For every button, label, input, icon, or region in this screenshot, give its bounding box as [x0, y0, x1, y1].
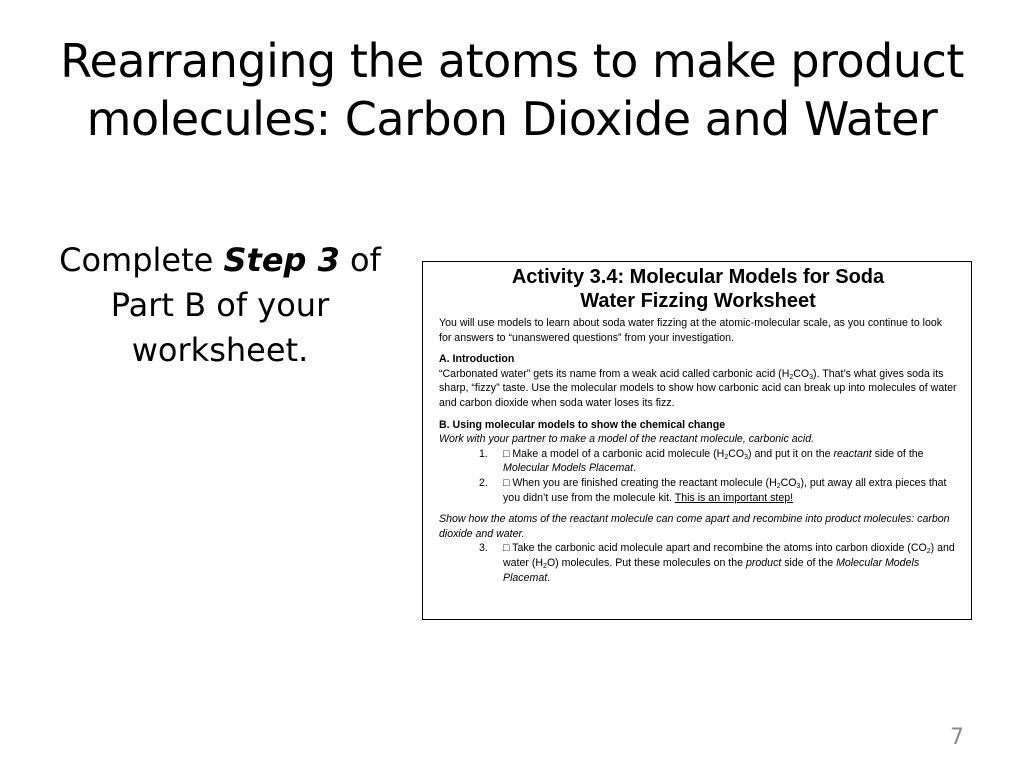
- instruction-emphasis: Step 3: [223, 241, 340, 279]
- step-1-text: ) and put it on the: [748, 447, 834, 460]
- step-3-text: product: [745, 556, 782, 569]
- section-a-body-pre: “Carbonated water” gets its name from a weak acid called carbonic acid (H: [439, 367, 790, 380]
- slide-title: [40, 32, 984, 148]
- step-2-text: CO: [780, 476, 797, 489]
- instruction-text: [50, 238, 390, 373]
- step-1-text: Molecular Models Placemat: [503, 462, 634, 475]
- section-a-body-post: ). That’s what gives soda its sharp, “fizzy” taste. Use the molecular models to show how carbonic acid can break up into molecules of water and carbon dioxide when soda water loses its fizz.: [439, 367, 957, 409]
- worksheet-image: [422, 261, 972, 620]
- step-2-number: 2.: [479, 476, 488, 489]
- step-1-text: reactant: [833, 447, 872, 460]
- subscript: 2: [724, 453, 729, 461]
- step-3-text: ) and water (H: [503, 542, 955, 569]
- step-1-text: CO: [728, 447, 745, 460]
- section-a-heading: A. Introduction: [439, 353, 515, 366]
- step-3-text: Molecular Models Placemat: [503, 556, 920, 584]
- step-1: [439, 447, 957, 476]
- worksheet-title: [439, 265, 957, 313]
- step-3-text: O) molecules. Put these molecules on the: [546, 556, 746, 569]
- step-1-number: 1.: [479, 447, 488, 460]
- section-b-instruction-2: Show how the atoms of the reactant molecule can come apart and recombine into product molecules: carbon dioxide and water.: [439, 513, 950, 540]
- page-number: 7: [950, 725, 964, 750]
- step-3-number: 3.: [479, 542, 488, 555]
- section-b-heading: B. Using molecular models to show the chemical change: [439, 418, 726, 431]
- worksheet-intro: You will use models to learn about soda water fizzing at the atomic-molecular scale, as you continue to look for answers to “unanswered questions” from your investigation.: [439, 317, 943, 344]
- worksheet-title-line-2: Water Fizzing Worksheet: [580, 290, 816, 312]
- step-3-text: side of the: [781, 556, 837, 569]
- step-3: [439, 541, 957, 585]
- subscript: 3: [796, 482, 801, 490]
- step-1-text: □ Make a model of a carbonic acid molecule (H: [503, 447, 725, 460]
- subscript: 2: [543, 562, 547, 570]
- subscript: 2: [776, 482, 781, 490]
- subscript: 3: [809, 373, 814, 381]
- section-b-instruction: Work with your partner to make a model of the reactant molecule, carbonic acid.: [439, 433, 815, 446]
- step-2-text: □ When you are finished creating the reactant molecule (H: [503, 476, 777, 489]
- step-2-important-note: This is an important step!: [674, 491, 794, 504]
- section-a-body: [439, 367, 957, 411]
- instruction-post: of Part B of your worksheet.: [110, 241, 381, 369]
- instruction-pre: Complete: [59, 241, 224, 279]
- worksheet-title-line-1: Activity 3.4: Molecular Models for Soda: [511, 266, 885, 288]
- slide-title-line-1: Rearranging the atoms to make product: [60, 34, 964, 88]
- section-a-body-mid: CO: [793, 367, 810, 380]
- step-2-text: ), put away all extra pieces that you didn’t use from the molecule kit.: [503, 476, 947, 504]
- step-2: [439, 476, 957, 505]
- step-3-text: .: [547, 571, 551, 584]
- step-3-text: □ Take the carbonic acid molecule apart and recombine the atoms into carbon dioxide (CO: [503, 542, 927, 555]
- slide-title-line-2: molecules: Carbon Dioxide and Water: [86, 92, 938, 146]
- subscript: 2: [926, 548, 931, 556]
- subscript: 2: [789, 373, 794, 381]
- step-1-text: .: [633, 462, 637, 475]
- subscript: 3: [744, 453, 749, 461]
- step-1-text: side of the: [871, 447, 924, 460]
